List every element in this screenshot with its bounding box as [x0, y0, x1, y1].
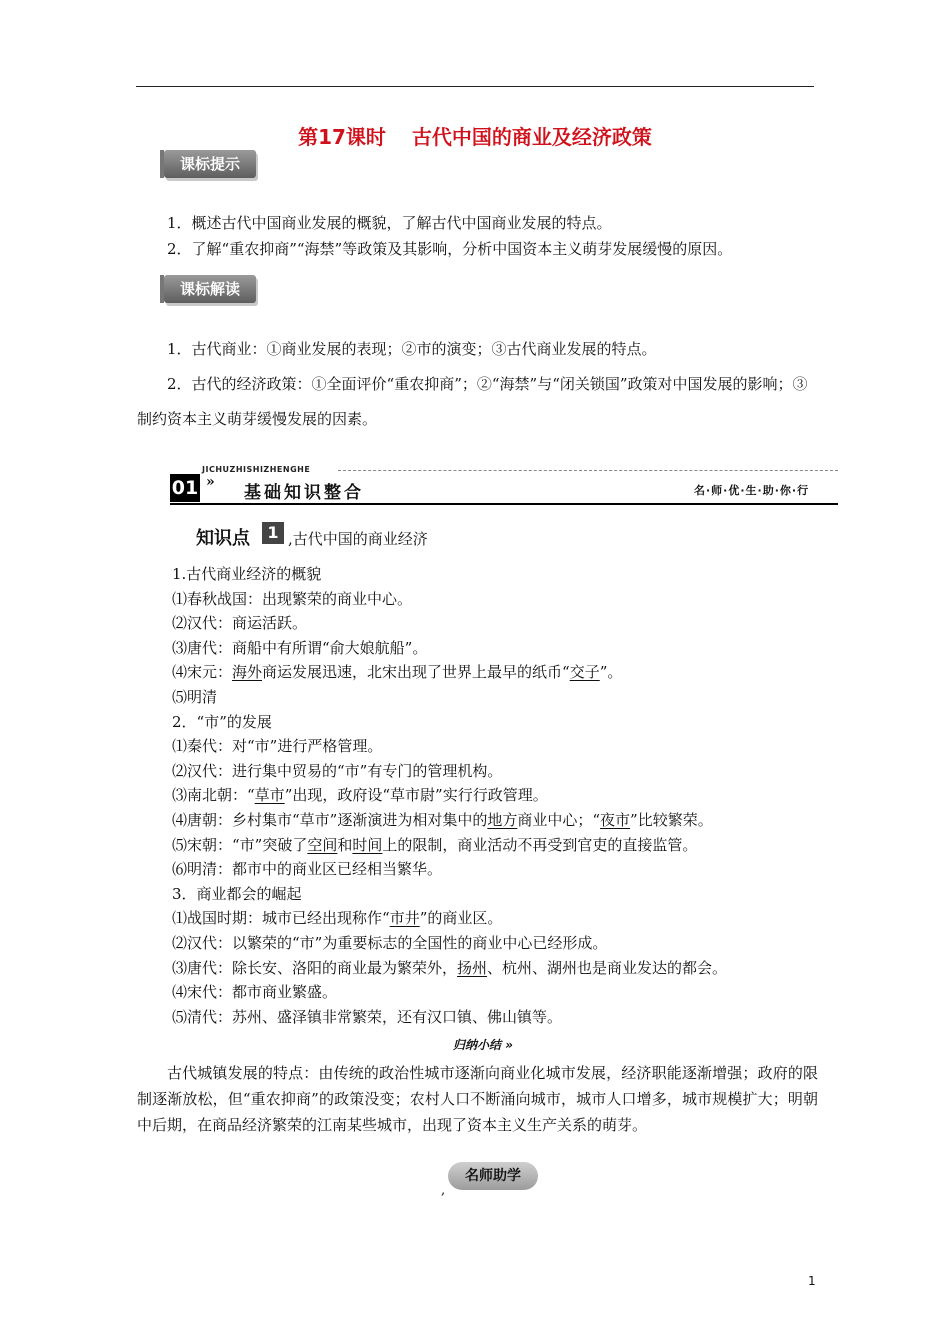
underlined-term: 市井 — [389, 909, 420, 928]
hints-block — [137, 210, 817, 262]
underlined-term: 时间 — [352, 835, 383, 854]
knowledge-point-title: ,古代中国的商业经济 — [288, 530, 428, 548]
knowledge-point-label: 知识点 — [196, 528, 250, 549]
underlined-term: 海外 — [232, 663, 263, 682]
underlined-term: 夜市 — [600, 810, 631, 829]
list-item: ⑴秦代：对“市”进行严格管理。 — [172, 737, 383, 756]
list-item: 1.古代商业经济的概貌 — [172, 565, 322, 583]
hint-1: 1．概述古代中国商业发展的概貌，了解古代中国商业发展的特点。 — [167, 214, 612, 232]
underlined-term: 草市 — [254, 786, 285, 805]
tag-curriculum-interpretation: 课标解读 — [164, 275, 256, 303]
page-number: 1 — [808, 1274, 816, 1288]
list-item: ⑷宋元：海外商运发展迅速，北宋出现了世界上最早的纸币“交子”。 — [172, 663, 623, 682]
lesson-number: 第17课时 — [298, 125, 386, 149]
list-item: ⑸清代：苏州、盛泽镇非常繁荣，还有汉口镇、佛山镇等。 — [172, 1007, 563, 1026]
list-item: ⑵汉代：以繁荣的“市”为重要标志的全国性的商业中心已经形成。 — [172, 933, 608, 952]
section-dashed-rule — [338, 470, 838, 471]
underlined-term: 扬州 — [457, 958, 488, 977]
list-item: ⑶唐代：除长安、洛阳的商业最为繁荣外，扬州、杭州、湖州也是商业发达的都会。 — [172, 958, 728, 977]
stray-comma: , — [441, 1183, 446, 1198]
list-item: ⑶南北朝：“草市”出现，政府设“草市尉”实行行政管理。 — [172, 786, 548, 805]
list-item: 3．商业都会的崛起 — [172, 884, 302, 903]
underlined-term: 空间 — [307, 835, 338, 854]
section-number-box: 01 — [170, 474, 200, 502]
list-item: ⑸宋朝：“市”突破了空间和时间上的限制，商业活动不再受到官吏的直接监管。 — [172, 835, 698, 854]
list-item: ⑴春秋战国：出现繁荣的商业中心。 — [172, 589, 413, 608]
list-item: ⑵汉代：商运活跃。 — [172, 614, 308, 633]
list-item: ⑴战国时期：城市已经出现称作“市井”的商业区。 — [172, 909, 503, 928]
tag-curriculum-hints: 课标提示 — [164, 150, 256, 178]
section-rule — [170, 503, 838, 505]
interp-1: 1．古代商业：①商业发展的表现；②市的演变；③古代商业发展的特点。 — [167, 340, 657, 358]
knowledge-point-number: 1 — [262, 522, 284, 544]
interp-2: 2．古代的经济政策：①全面评价“重农抑商”；②“海禁”与“闭关锁国”政策对中国发展的影响；③制约资本主义萌芽缓慢发展的因素。 — [137, 375, 808, 428]
page-title — [0, 121, 950, 150]
underlined-term: 交子 — [569, 663, 600, 682]
list-item: ⑸明清 — [172, 687, 218, 706]
knowledge-list — [172, 562, 822, 1029]
summary-paragraph: 古代城镇发展的特点：由传统的政治性城市逐渐向商业化城市发展，经济职能逐渐增强；政府的限制逐渐放松，但“重农抑商”的政策没变；农村人口不断涌向城市，城市人口增多，城市规模扩大；明朝中后期，在商品经济繁荣的江南某些城市，出现了资本主义生产关系的萌芽。 — [137, 1064, 818, 1134]
section-pinyin: JICHUZHISHIZHENGHE — [202, 465, 311, 474]
section-title: 基础知识整合 — [244, 483, 364, 503]
teacher-help-badge: 名师助学 — [448, 1162, 538, 1190]
top-rule — [136, 86, 814, 87]
lesson-title: 古代中国的商业及经济政策 — [411, 125, 652, 149]
list-item: ⑷唐朝：乡村集市“草市”逐渐演进为相对集中的地方商业中心；“夜市”比较繁荣。 — [172, 810, 713, 829]
list-item: ⑵汉代：进行集中贸易的“市”有专门的管理机构。 — [172, 761, 503, 780]
summary-label: 归纳小结 » — [453, 1038, 513, 1052]
list-item: ⑶唐代：商船中有所谓“俞大娘航船”。 — [172, 638, 428, 657]
section-arrow-icon: » — [206, 474, 215, 490]
interpretation-block — [137, 332, 817, 437]
list-item: ⑷宋代：都市商业繁盛。 — [172, 983, 338, 1002]
underlined-term: 地方 — [487, 810, 518, 829]
list-item: 2．“市”的发展 — [172, 712, 272, 731]
list-item: ⑹明清：都市中的商业区已经相当繁华。 — [172, 860, 443, 879]
section-slogan: 名·师·优·生·助·你·行 — [694, 484, 810, 497]
hint-2: 2．了解“重农抑商”“海禁”等政策及其影响，分析中国资本主义萌芽发展缓慢的原因。 — [167, 240, 733, 258]
